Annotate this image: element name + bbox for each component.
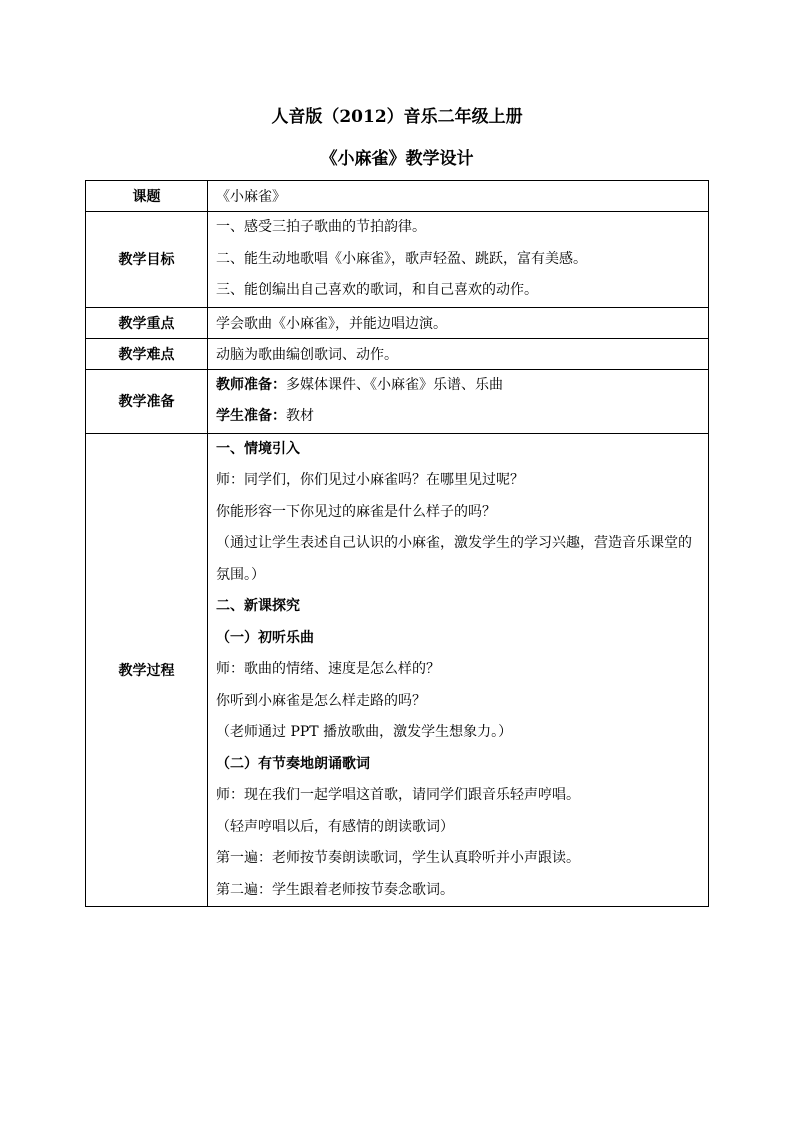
topic-row — [86, 181, 709, 212]
teacher-preparation-value: 多媒体课件、《小麻雀》乐谱、乐曲 — [286, 376, 503, 393]
goals-row — [86, 212, 709, 308]
teacher-preparation-label: 教师准备： — [216, 376, 286, 393]
goals-label: 教学目标 — [86, 212, 208, 308]
subsection-heading: （一）初听乐曲 — [216, 629, 314, 646]
goal-item: 二、能生动地歌唱《小麻雀》，歌声轻盈、跳跃，富有美感。 — [216, 250, 587, 267]
document-title: 人音版（2012）音乐二年级上册 — [271, 107, 523, 127]
student-preparation-label: 学生准备： — [216, 408, 286, 424]
difficulties-value: 动脑为歌曲编创歌词、动作。 — [208, 338, 709, 369]
process-line: 你听到小麻雀是怎么样走路的吗？ — [216, 692, 426, 709]
process-label: 教学过程 — [86, 433, 208, 907]
section-heading: 一、情境引入 — [216, 440, 300, 457]
goal-item: 一、感受三拍子歌曲的节拍韵律。 — [216, 219, 426, 235]
key-points-row — [86, 307, 709, 338]
process-line: 师：歌曲的情绪、速度是怎么样的？ — [216, 661, 440, 677]
process-line: （轻声哼唱以后，有感情的朗读歌词） — [216, 818, 454, 835]
goals-content — [208, 212, 709, 308]
process-row — [86, 433, 709, 907]
teacher-preparation — [216, 370, 700, 402]
key-points-value: 学会歌曲《小麻雀》，并能边唱边演。 — [208, 307, 709, 338]
topic-label: 课题 — [86, 181, 208, 212]
difficulties-row — [86, 338, 709, 369]
student-preparation — [216, 401, 700, 433]
section-heading: 二、新课探究 — [216, 598, 300, 614]
goal-item: 三、能创编出自己喜欢的歌词，和自己喜欢的动作。 — [216, 282, 538, 298]
preparation-label: 教学准备 — [86, 369, 208, 433]
key-points-label: 教学重点 — [86, 307, 208, 338]
preparation-row — [86, 369, 709, 433]
process-line: （老师通过 PPT 播放歌曲，激发学生想象力。） — [216, 724, 513, 740]
difficulties-label: 教学难点 — [86, 338, 208, 369]
process-line: 你能形容一下你见过的麻雀是什么样子的吗？ — [216, 503, 496, 520]
process-line: （通过让学生表述自己认识的小麻雀，激发学生的学习兴趣，营造音乐课堂的氛围。） — [216, 535, 692, 583]
topic-value: 《小麻雀》 — [208, 181, 709, 212]
document-subtitle: 《小麻雀》教学设计 — [320, 149, 474, 169]
subsection-heading: （二）有节奏地朗诵歌词 — [216, 755, 370, 772]
student-preparation-value: 教材 — [286, 408, 314, 424]
process-line: 师：同学们，你们见过小麻雀吗？在哪里见过呢？ — [216, 472, 524, 488]
process-line: 第一遍：老师按节奏朗读歌词，学生认真聆听并小声跟读。 — [216, 850, 580, 866]
process-line: 第二遍：学生跟着老师按节奏念歌词。 — [216, 881, 454, 898]
process-content — [208, 433, 709, 907]
preparation-content — [208, 369, 709, 433]
lesson-plan-table — [85, 180, 709, 907]
process-line: 师：现在我们一起学唱这首歌，请同学们跟音乐轻声哼唱。 — [216, 787, 580, 803]
